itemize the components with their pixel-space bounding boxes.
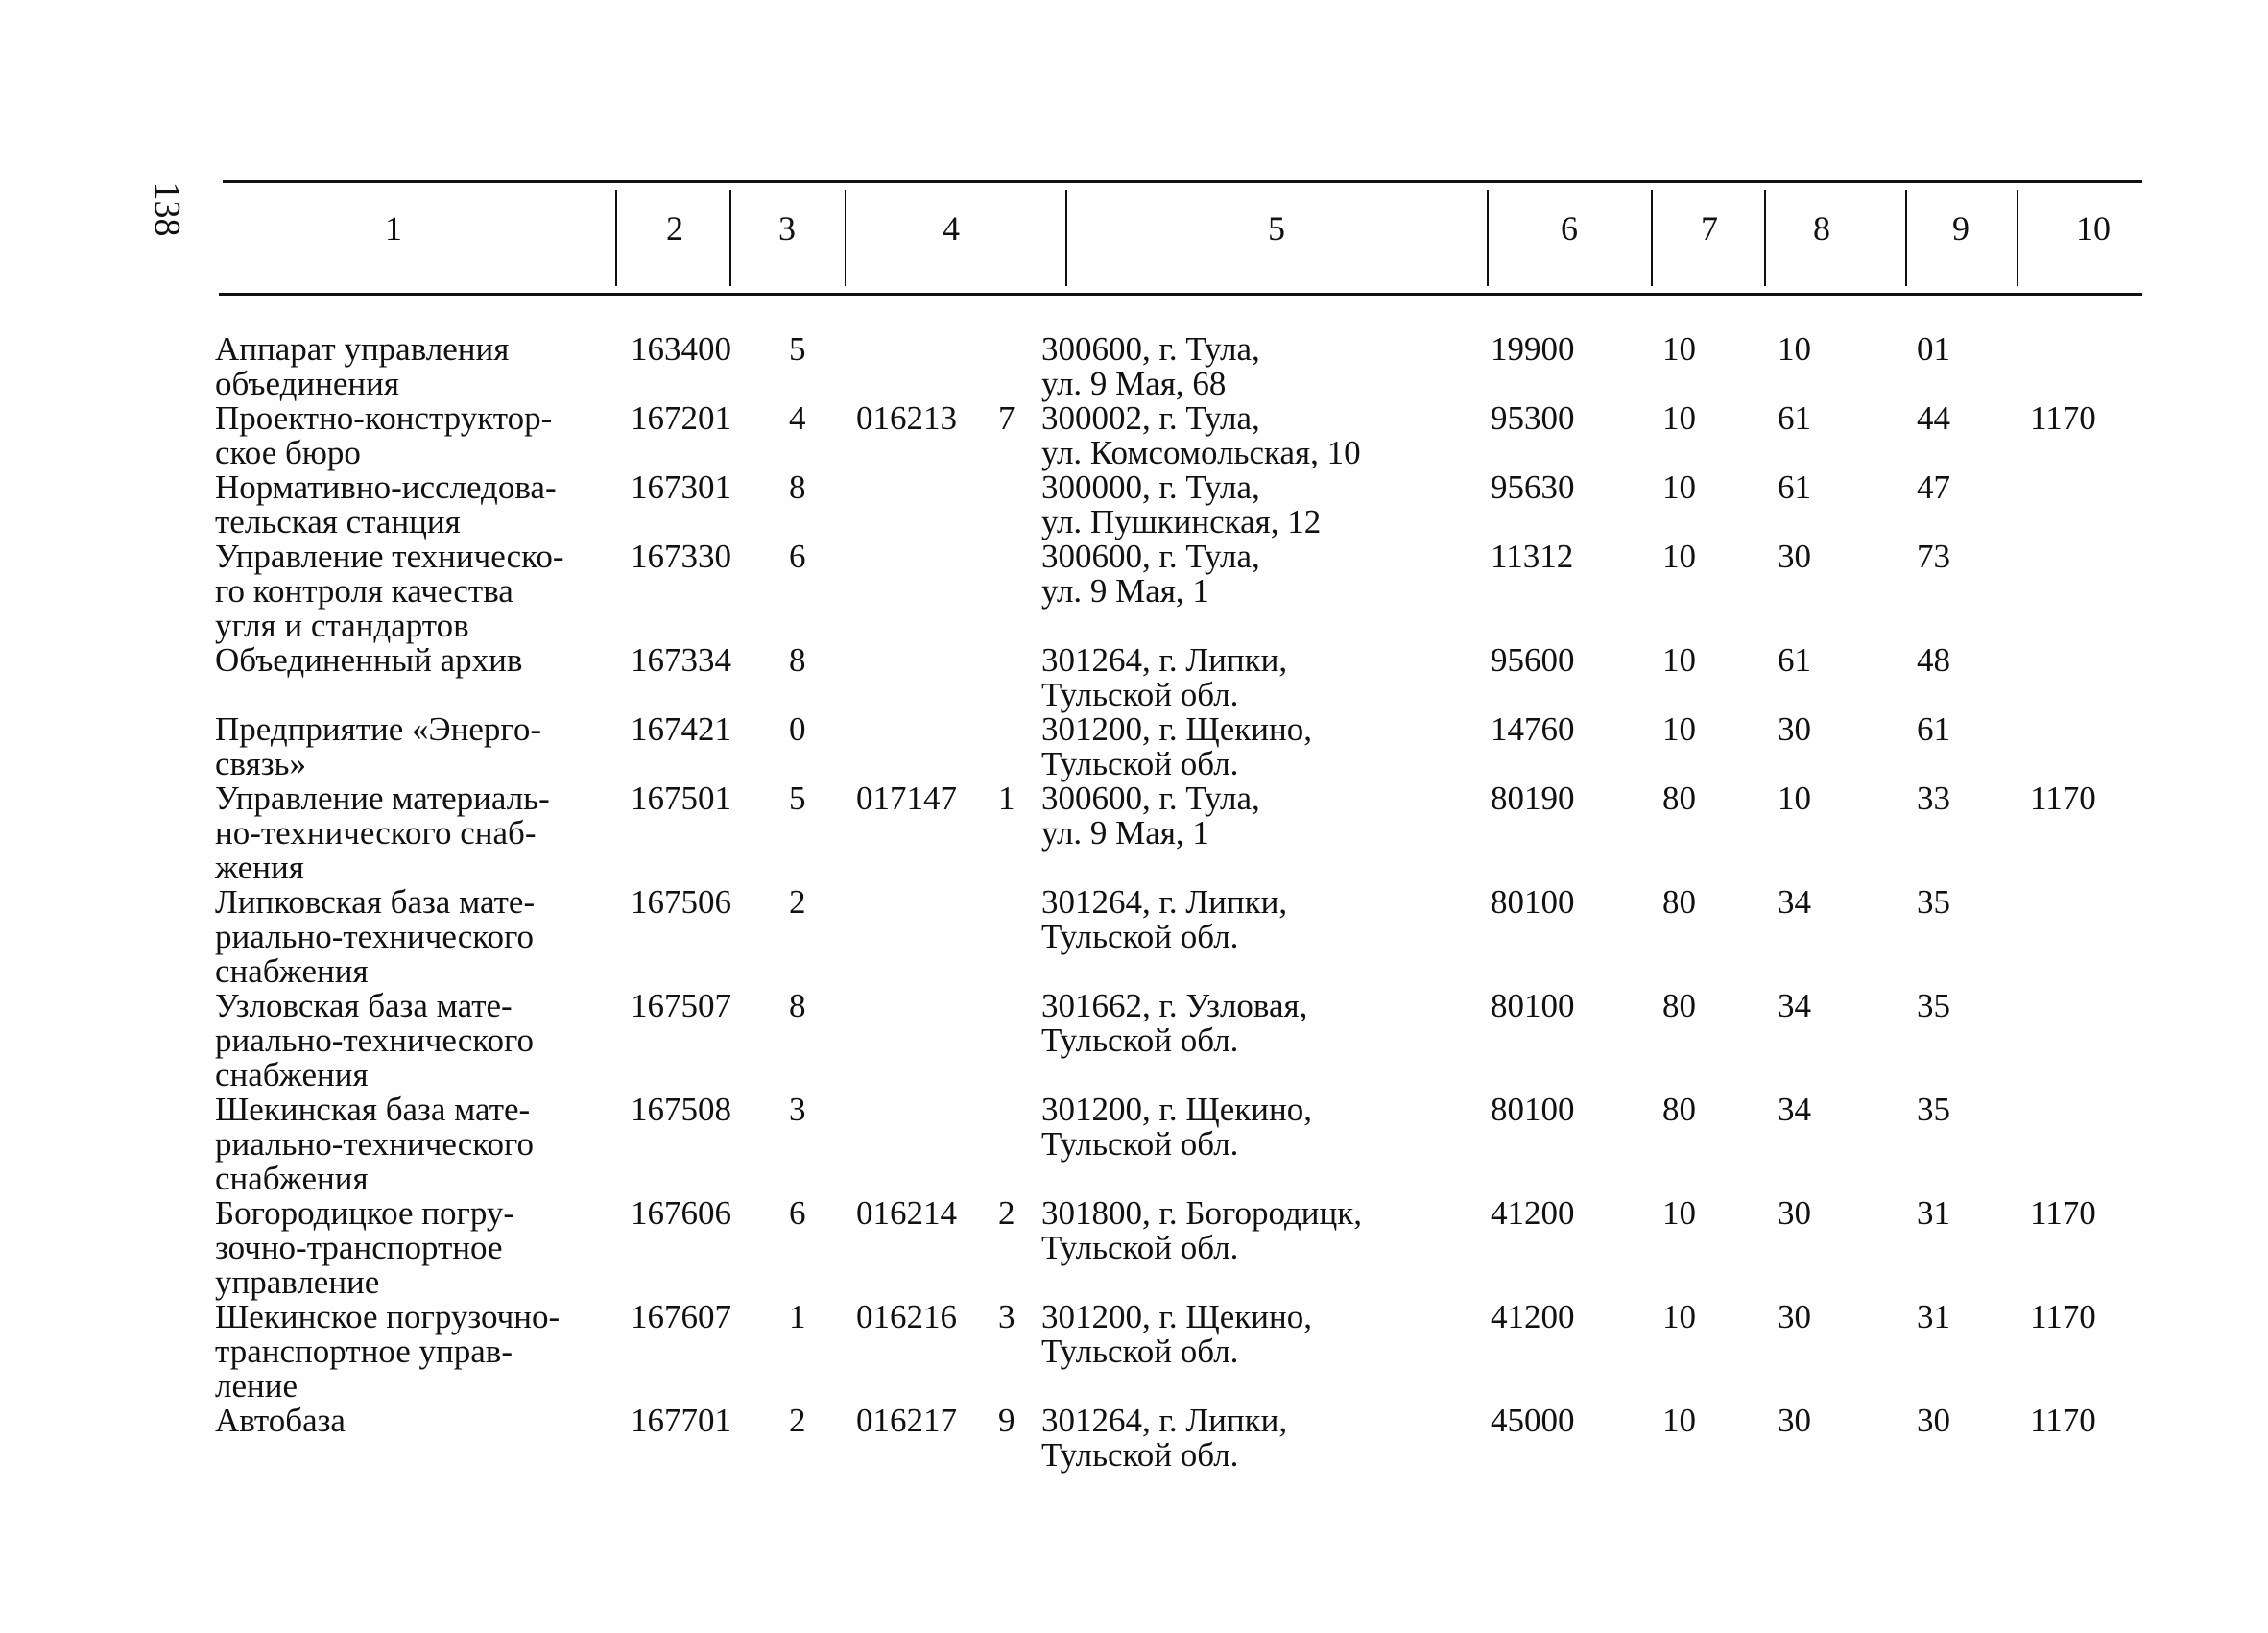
code-cell: 167334 (631, 641, 731, 679)
value-cell-8: 10 (1778, 330, 1811, 368)
column-header: 9 (1952, 209, 1970, 248)
code-cell: 167606 (631, 1194, 731, 1232)
address-cell: 301264, г. Липки, Тульской обл. (1041, 883, 1288, 955)
value-cell-7: 80 (1662, 987, 1696, 1024)
column-header: 10 (2076, 209, 2111, 248)
address-cell: 301264, г. Липки, Тульской обл. (1041, 641, 1288, 713)
organization-name: Проектно-конструктор- ское бюро (215, 399, 553, 471)
account-digit-cell: 7 (998, 399, 1015, 437)
check-digit-cell: 1 (789, 1298, 806, 1335)
address-cell: 300002, г. Тула, ул. Комсомольская, 10 (1041, 399, 1361, 471)
value-cell-6: 80100 (1491, 883, 1575, 921)
code-cell: 167201 (631, 399, 731, 437)
organization-name: Шекинское погрузочно- транспортное управ- ление (215, 1298, 561, 1405)
value-cell-6: 41200 (1491, 1298, 1575, 1335)
value-cell-7: 80 (1662, 883, 1696, 921)
value-cell-8: 61 (1778, 641, 1811, 679)
value-cell-7: 10 (1662, 710, 1696, 748)
value-cell-9: 31 (1917, 1298, 1950, 1335)
address-cell: 300000, г. Тула, ул. Пушкинская, 12 (1041, 468, 1322, 540)
code-cell: 167508 (631, 1091, 731, 1128)
value-cell-6: 41200 (1491, 1194, 1575, 1232)
value-cell-7: 10 (1662, 399, 1696, 437)
organization-name: Управление техническо- го контроля качества угля и стандартов (215, 538, 564, 644)
code-cell: 167507 (631, 987, 731, 1024)
address-cell: 301264, г. Липки, Тульской обл. (1041, 1402, 1288, 1474)
account-digit-cell: 2 (998, 1194, 1015, 1232)
account-digit-cell: 1 (998, 780, 1015, 817)
column-header: 5 (1268, 209, 1285, 248)
value-cell-7: 10 (1662, 1298, 1696, 1335)
value-cell-10: 1170 (2030, 1194, 2096, 1232)
organization-name: Автобаза (215, 1402, 346, 1439)
value-cell-9: 44 (1917, 399, 1950, 437)
account-cell: 016214 (856, 1194, 957, 1232)
column-header: 4 (943, 209, 960, 248)
value-cell-7: 10 (1662, 641, 1696, 679)
value-cell-10: 1170 (2030, 780, 2096, 817)
check-digit-cell: 6 (789, 1194, 806, 1232)
organization-name: Шекинская база мате- риально-технического снабжения (215, 1091, 534, 1197)
code-cell: 167330 (631, 538, 731, 575)
page-number: 138 (147, 181, 187, 237)
check-digit-cell: 8 (789, 987, 806, 1024)
organization-name: Богородицкое погру- зочно-транспортное управление (215, 1194, 515, 1301)
organization-name: Нормативно-исследова- тельская станция (215, 468, 557, 540)
value-cell-7: 10 (1662, 1402, 1696, 1439)
code-cell: 167421 (631, 710, 731, 748)
value-cell-9: 48 (1917, 641, 1950, 679)
value-cell-8: 30 (1778, 538, 1811, 575)
column-header: 2 (666, 209, 683, 248)
code-cell: 167501 (631, 780, 731, 817)
value-cell-6: 19900 (1491, 330, 1575, 368)
check-digit-cell: 4 (789, 399, 806, 437)
check-digit-cell: 5 (789, 330, 806, 368)
header-divider (615, 190, 617, 286)
value-cell-7: 80 (1662, 780, 1696, 817)
value-cell-9: 61 (1917, 710, 1950, 748)
account-cell: 016217 (856, 1402, 957, 1439)
value-cell-10: 1170 (2030, 1402, 2096, 1439)
value-cell-10: 1170 (2030, 399, 2096, 437)
table-top-rule (223, 180, 2142, 183)
value-cell-9: 33 (1917, 780, 1950, 817)
value-cell-6: 95630 (1491, 468, 1575, 506)
organization-name: Аппарат управления объединения (215, 330, 510, 402)
account-cell: 017147 (856, 780, 957, 817)
address-cell: 301200, г. Щекино, Тульской обл. (1041, 1298, 1312, 1370)
code-cell: 167301 (631, 468, 731, 506)
address-cell: 300600, г. Тула, ул. 9 Мая, 1 (1041, 538, 1260, 610)
column-header: 6 (1561, 209, 1578, 248)
address-cell: 301200, г. Щекино, Тульской обл. (1041, 710, 1312, 782)
value-cell-9: 30 (1917, 1402, 1950, 1439)
value-cell-6: 80100 (1491, 987, 1575, 1024)
check-digit-cell: 8 (789, 641, 806, 679)
value-cell-8: 10 (1778, 780, 1811, 817)
address-cell: 301800, г. Богородицк, Тульской обл. (1041, 1194, 1363, 1266)
organization-name: Липковская база мате- риально-технического снабжения (215, 883, 536, 990)
value-cell-9: 01 (1917, 330, 1950, 368)
header-divider (1905, 190, 1907, 286)
value-cell-7: 10 (1662, 330, 1696, 368)
value-cell-7: 80 (1662, 1091, 1696, 1128)
value-cell-8: 30 (1778, 1298, 1811, 1335)
value-cell-7: 10 (1662, 1194, 1696, 1232)
value-cell-9: 35 (1917, 883, 1950, 921)
value-cell-6: 95300 (1491, 399, 1575, 437)
header-divider (1065, 190, 1067, 286)
value-cell-9: 31 (1917, 1194, 1950, 1232)
organization-name: Управление материаль- но-технического снаб- жения (215, 780, 550, 886)
value-cell-6: 95600 (1491, 641, 1575, 679)
address-cell: 300600, г. Тула, ул. 9 Мая, 1 (1041, 780, 1260, 852)
table-header-rule (219, 293, 2142, 296)
header-divider (2017, 190, 2018, 286)
check-digit-cell: 2 (789, 883, 806, 921)
value-cell-8: 34 (1778, 987, 1811, 1024)
value-cell-8: 34 (1778, 1091, 1811, 1128)
column-header: 7 (1701, 209, 1718, 248)
address-cell: 301662, г. Узловая, Тульской обл. (1041, 987, 1308, 1059)
value-cell-8: 61 (1778, 468, 1811, 506)
header-divider (729, 190, 731, 286)
value-cell-6: 45000 (1491, 1402, 1575, 1439)
code-cell: 163400 (631, 330, 731, 368)
value-cell-9: 35 (1917, 987, 1950, 1024)
value-cell-6: 80190 (1491, 780, 1575, 817)
check-digit-cell: 3 (789, 1091, 806, 1128)
address-cell: 301200, г. Щекино, Тульской обл. (1041, 1091, 1312, 1163)
value-cell-7: 10 (1662, 468, 1696, 506)
value-cell-8: 30 (1778, 1402, 1811, 1439)
value-cell-7: 10 (1662, 538, 1696, 575)
value-cell-10: 1170 (2030, 1298, 2096, 1335)
value-cell-8: 61 (1778, 399, 1811, 437)
code-cell: 167701 (631, 1402, 731, 1439)
header-divider (1651, 190, 1653, 286)
value-cell-6: 14760 (1491, 710, 1575, 748)
column-header: 3 (778, 209, 796, 248)
check-digit-cell: 5 (789, 780, 806, 817)
value-cell-8: 30 (1778, 710, 1811, 748)
header-divider (845, 190, 846, 286)
column-header: 8 (1813, 209, 1830, 248)
value-cell-6: 11312 (1491, 538, 1574, 575)
organization-name: Узловская база мате- риально-технического снабжения (215, 987, 534, 1093)
account-digit-cell: 9 (998, 1402, 1015, 1439)
account-cell: 016216 (856, 1298, 957, 1335)
value-cell-9: 35 (1917, 1091, 1950, 1128)
column-header: 1 (385, 209, 402, 248)
organization-name: Объединенный архив (215, 641, 523, 679)
value-cell-8: 30 (1778, 1194, 1811, 1232)
value-cell-8: 34 (1778, 883, 1811, 921)
check-digit-cell: 8 (789, 468, 806, 506)
check-digit-cell: 0 (789, 710, 806, 748)
account-digit-cell: 3 (998, 1298, 1015, 1335)
value-cell-9: 73 (1917, 538, 1950, 575)
header-divider (1764, 190, 1766, 286)
code-cell: 167506 (631, 883, 731, 921)
value-cell-9: 47 (1917, 468, 1950, 506)
check-digit-cell: 2 (789, 1402, 806, 1439)
code-cell: 167607 (631, 1298, 731, 1335)
header-divider (1487, 190, 1489, 286)
account-cell: 016213 (856, 399, 957, 437)
organization-name: Предприятие «Энерго- связь» (215, 710, 542, 782)
check-digit-cell: 6 (789, 538, 806, 575)
value-cell-6: 80100 (1491, 1091, 1575, 1128)
address-cell: 300600, г. Тула, ул. 9 Мая, 68 (1041, 330, 1260, 402)
